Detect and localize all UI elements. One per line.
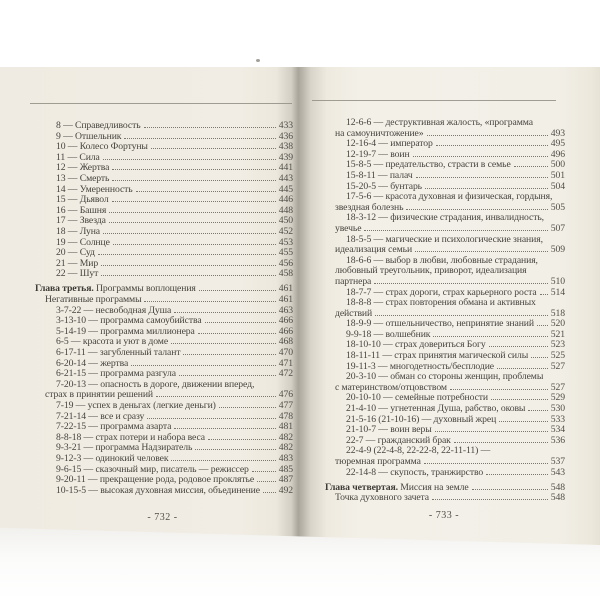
toc-line-page: 458	[278, 268, 293, 280]
toc-line-text: 9-6-15 — сказочный мир, писатель — режиссер	[56, 463, 249, 475]
toc-line-page: 485	[278, 463, 293, 475]
toc-line-page: 527	[550, 381, 565, 393]
dot-leader	[406, 209, 547, 210]
dot-leader	[131, 365, 276, 366]
toc-line-text: с материнством/отцовством	[335, 381, 447, 393]
dot-leader	[364, 230, 547, 231]
toc-line-page: 433	[278, 120, 293, 131]
toc-line-page: 523	[550, 339, 565, 351]
toc-line-page: 525	[550, 350, 565, 362]
dot-leader	[252, 471, 276, 472]
toc-line	[325, 457, 565, 468]
dot-leader	[435, 431, 548, 432]
dot-leader	[112, 180, 275, 181]
toc-line-page: 478	[278, 410, 293, 422]
dot-leader	[427, 135, 548, 136]
toc-line-text: 8-8-18 — страх потери и набора веса	[56, 431, 206, 443]
toc-line-page: 463	[278, 304, 293, 316]
toc-line-page: 445	[278, 183, 293, 195]
toc-line	[35, 486, 293, 497]
dot-leader	[375, 315, 548, 316]
dot-leader	[540, 294, 548, 295]
dot-leader	[144, 127, 276, 128]
toc-line-text: 21 — Мир	[56, 257, 99, 269]
toc-line	[35, 454, 293, 465]
toc-line-text: 21-5-16 (21-10-16) — духовный жрец	[346, 413, 497, 425]
toc-line-page: 481	[278, 421, 293, 433]
toc-line-text: 12-16-4 — император	[346, 138, 433, 150]
dot-leader	[183, 354, 275, 355]
dot-leader	[497, 368, 548, 369]
toc-line-text: 6-20-14 — жертва	[56, 357, 129, 369]
dot-leader	[112, 201, 276, 202]
toc-line-page: 496	[550, 148, 565, 160]
toc-line	[325, 277, 565, 288]
toc-line-text: 20-3-10 — обман со стороны женщин, проблемы	[346, 371, 544, 383]
toc-line-text: 9 — Отшельник	[56, 130, 122, 142]
dot-leader	[415, 251, 548, 252]
toc-line-page: 518	[550, 307, 565, 319]
toc-line	[325, 118, 565, 129]
toc-line-page: 443	[278, 172, 293, 184]
toc-line-text: действий	[335, 307, 373, 319]
toc-line-text: 15-20-5 — бунтарь	[346, 180, 423, 192]
dot-leader	[174, 312, 276, 313]
toc-line-text: 18-10-10 — страх довериться Богу	[346, 339, 486, 351]
toc-line-text: Глава третья. Программы воплощения	[35, 283, 196, 295]
dot-leader	[514, 166, 548, 167]
toc-left-page	[35, 121, 293, 496]
toc-line-text: 12-19-7 — воин	[346, 148, 410, 160]
toc-line-page: 472	[278, 368, 293, 380]
toc-line	[325, 493, 565, 504]
toc-line-text: 10 — Колесо Фортуны	[56, 141, 148, 153]
toc-line-page: 514	[550, 286, 565, 298]
dot-leader	[432, 499, 548, 500]
toc-line-page: 492	[278, 484, 293, 496]
toc-line	[35, 401, 293, 412]
dot-leader	[101, 265, 276, 266]
toc-line-page: 470	[278, 346, 293, 358]
toc-line-text: звездная болезнь	[335, 201, 404, 213]
toc-line-text: 15-8-5 — предательство, страсти в семье	[346, 159, 511, 171]
toc-line-page: 548	[550, 481, 565, 493]
dot-leader	[425, 188, 548, 189]
toc-line-text: на самоуничтожение»	[335, 127, 424, 139]
dot-leader	[219, 407, 276, 408]
toc-line-text: 15 — Дьявол	[56, 194, 109, 206]
toc-line	[35, 174, 293, 185]
toc-line-text: 5-14-19 — программа миллионера	[56, 325, 195, 337]
print-speck	[256, 59, 260, 62]
toc-line-page: 448	[278, 204, 293, 216]
toc-line-text: 12 — Жертва	[56, 162, 110, 174]
dot-leader	[198, 333, 276, 334]
toc-line-page: 461	[278, 283, 293, 295]
toc-line-page: 468	[278, 336, 293, 348]
toc-line-text: идеализация семьи	[335, 244, 413, 256]
dot-leader	[257, 481, 276, 482]
toc-line-page: 530	[550, 403, 565, 415]
toc-line-text: 22-14-8 — скупость, транжирство	[346, 466, 484, 478]
dot-leader	[171, 460, 275, 461]
toc-line-text: партнера	[335, 275, 372, 287]
toc-line-page: 446	[278, 194, 293, 206]
toc-line-text: 20-10-10 — семейные потребности	[346, 392, 489, 404]
dot-leader	[124, 138, 275, 139]
toc-line-page: 534	[550, 424, 565, 436]
toc-line-text: 6-17-11 — загубленный талант	[56, 346, 181, 358]
toc-line	[325, 171, 565, 182]
toc-line-text: 18 — Луна	[56, 225, 100, 237]
toc-line-text: 9-20-11 — прекращение рода, родовое проклятье	[56, 474, 255, 486]
dot-leader	[413, 156, 548, 157]
toc-line-text: 18-6-6 — выбор в любви, любовные страдания,	[346, 254, 538, 266]
toc-line	[325, 468, 565, 479]
dot-leader	[416, 177, 548, 178]
toc-line-text: 3-13-10 — программа самоубийства	[56, 315, 202, 327]
toc-line-page: 455	[278, 247, 293, 259]
dot-leader	[151, 148, 276, 149]
page-number-left: - 732 -	[147, 512, 178, 523]
toc-line-page: 471	[278, 357, 293, 369]
toc-line-page: 476	[278, 389, 293, 401]
toc-line-text: страх в принятии решений	[45, 389, 153, 401]
dot-leader	[136, 191, 276, 192]
toc-line-page: 438	[278, 141, 293, 153]
toc-line-text: 18-11-11 — страх принятия магической силы	[346, 350, 529, 362]
toc-line-text: 15-8-11 — палач	[346, 169, 413, 181]
toc-line-page: 527	[550, 360, 565, 372]
toc-line-text: 11 — Сила	[56, 151, 100, 163]
dot-leader	[101, 275, 275, 276]
toc-line-text: 3-7-22 — несвободная Душа	[56, 304, 172, 316]
toc-line-text: 8 — Справедливость	[56, 120, 141, 131]
toc-line-text: Негативные программы	[45, 294, 142, 305]
toc-line-page: 477	[278, 399, 293, 411]
dot-leader	[436, 145, 548, 146]
dot-leader	[195, 449, 275, 450]
dot-leader	[199, 290, 276, 291]
dot-leader	[174, 428, 275, 429]
dot-leader	[109, 222, 276, 223]
dot-leader	[113, 244, 276, 245]
toc-line-page: 509	[550, 244, 565, 256]
toc-line-text: увечье	[335, 222, 362, 234]
dot-leader	[263, 492, 276, 493]
toc-line-text: Глава четвертая. Миссия на земле	[325, 481, 469, 493]
toc-line-text: 16 — Башня	[56, 204, 107, 216]
toc-line-text: 9-3-21 — программа Надзиратель	[56, 442, 193, 454]
dot-leader	[433, 336, 547, 337]
dot-leader	[489, 346, 548, 347]
dot-leader	[208, 439, 276, 440]
toc-line-page: 536	[550, 434, 565, 446]
toc-line-text: 12-6-6 — деструктивная жалость, «программа	[346, 117, 533, 128]
toc-line-text: 10-15-5 — высокая духовная миссия, объединение	[56, 484, 260, 496]
toc-line-page: 500	[550, 159, 565, 171]
toc-line	[325, 213, 565, 224]
page-number-right: - 733 -	[428, 510, 460, 521]
toc-line-text: 7-19 — успех в деньгах (легкие деньги)	[56, 399, 216, 411]
toc-line-page: 436	[278, 130, 293, 142]
toc-line-text: 6-21-15 — программа разгула	[56, 368, 176, 380]
toc-line-page: 505	[550, 201, 565, 213]
toc-line-text: 18-7-7 — страх дороги, страх карьерного роста	[346, 286, 537, 298]
toc-line-text: 9-9-18 — волшебник	[346, 328, 431, 340]
dot-leader	[537, 325, 548, 326]
header-rule-right	[312, 100, 556, 101]
toc-line-page: 456	[278, 257, 293, 269]
toc-line	[35, 121, 293, 132]
dot-leader	[454, 442, 548, 443]
toc-line-text: 18-9-9 — отшельничество, непринятие знаний	[346, 318, 534, 330]
toc-line-page: 548	[550, 492, 565, 504]
toc-line-page: 529	[550, 392, 565, 404]
toc-line-page: 543	[550, 466, 565, 478]
toc-line-page: 520	[550, 318, 565, 330]
toc-line-text: 17 — Звезда	[56, 215, 106, 227]
toc-line-page: 510	[550, 275, 565, 287]
dot-leader	[147, 418, 275, 419]
toc-line	[35, 269, 293, 280]
dot-leader	[144, 301, 275, 302]
toc-line-text: 7-20-13 — опасность в дороге, движении вперед,	[56, 378, 255, 390]
toc-line-page: 452	[278, 225, 293, 237]
dot-leader	[531, 357, 548, 358]
toc-line-page: 495	[550, 138, 565, 150]
dot-leader	[179, 375, 276, 376]
toc-line-page: 521	[550, 328, 565, 340]
toc-line	[35, 295, 293, 306]
toc-line-page: 482	[278, 442, 293, 454]
toc-line	[35, 348, 293, 359]
dot-leader	[491, 399, 548, 400]
toc-line-text: 6-5 — красота и уют в доме	[56, 336, 169, 348]
toc-line-text: 14 — Умеренность	[56, 183, 133, 195]
dot-leader	[171, 343, 276, 344]
toc-line-text: любовный треугольник, приворот, идеализация	[335, 265, 527, 277]
toc-line-page: 487	[278, 474, 293, 486]
toc-line-text: 7-21-14 — все и сразу	[56, 410, 145, 422]
toc-line-page: 439	[278, 151, 293, 163]
toc-line-text: 9-12-3 — одинокий человек	[56, 452, 169, 464]
toc-line-page: 441	[278, 162, 293, 174]
toc-line-text: 22-4-9 (22-4-8, 22-22-8, 22-11-11) —	[346, 445, 491, 457]
toc-line-page: 501	[550, 169, 565, 181]
toc-line	[325, 224, 565, 235]
toc-line-page: 482	[278, 431, 293, 443]
header-rule-left	[30, 103, 292, 104]
toc-line-text: 19 — Солнце	[56, 236, 110, 248]
toc-line-text: 21-10-7 — воин веры	[346, 424, 432, 436]
toc-line-text: 7-22-15 — программа азарта	[56, 421, 172, 433]
toc-line-page: 461	[278, 294, 293, 305]
toc-line-text: тюремная программа	[335, 456, 421, 467]
toc-line-page: 533	[550, 413, 565, 425]
toc-line-page: 504	[550, 180, 565, 192]
dot-leader	[450, 389, 548, 390]
toc-line-text: 18-8-8 — страх повторения обмана и активных	[346, 297, 536, 309]
dot-leader	[528, 410, 547, 411]
toc-line-text: 19-11-3 — многодетность/бесплодие	[346, 360, 495, 372]
toc-line-text: 18-5-5 — магические и психологические знания,	[346, 233, 543, 245]
toc-line-text: 20 — Суд	[56, 247, 95, 259]
dot-leader	[374, 283, 548, 284]
dot-leader	[486, 474, 548, 475]
dot-leader	[112, 169, 275, 170]
toc-line-page: 450	[278, 215, 293, 227]
toc-line-page: 507	[550, 222, 565, 234]
toc-line-text: 21-4-10 — угнетенная Душа, рабство, оковы	[346, 403, 526, 415]
dot-leader	[499, 421, 548, 422]
dot-leader	[98, 254, 276, 255]
toc-line-text: 22-7 — гражданский брак	[346, 434, 451, 446]
dot-leader	[205, 322, 276, 323]
toc-line-text: 13 — Смерть	[56, 172, 110, 184]
toc-line-page: 537	[550, 456, 565, 467]
toc-line-text: 22 — Шут	[56, 268, 99, 280]
toc-line-page: 483	[278, 452, 293, 464]
dot-leader	[103, 233, 276, 234]
toc-line-page: 493	[550, 127, 565, 139]
toc-line	[35, 227, 293, 238]
dot-leader	[103, 159, 276, 160]
dot-leader	[156, 396, 276, 397]
dot-leader	[424, 463, 548, 464]
toc-line-text: 17-5-6 — красота духовная и физическая, гордыня,	[346, 191, 553, 203]
toc-line-text: 18-3-12 — физические страдания, инвалидность,	[346, 212, 544, 224]
toc-right-page	[325, 118, 565, 504]
toc-line-page: 466	[278, 315, 293, 327]
toc-line-text: Точка духовного зачета	[335, 492, 429, 504]
dot-leader	[472, 489, 548, 490]
toc-line-page: 466	[278, 325, 293, 337]
dot-leader	[109, 212, 276, 213]
toc-line-page: 453	[278, 236, 293, 248]
